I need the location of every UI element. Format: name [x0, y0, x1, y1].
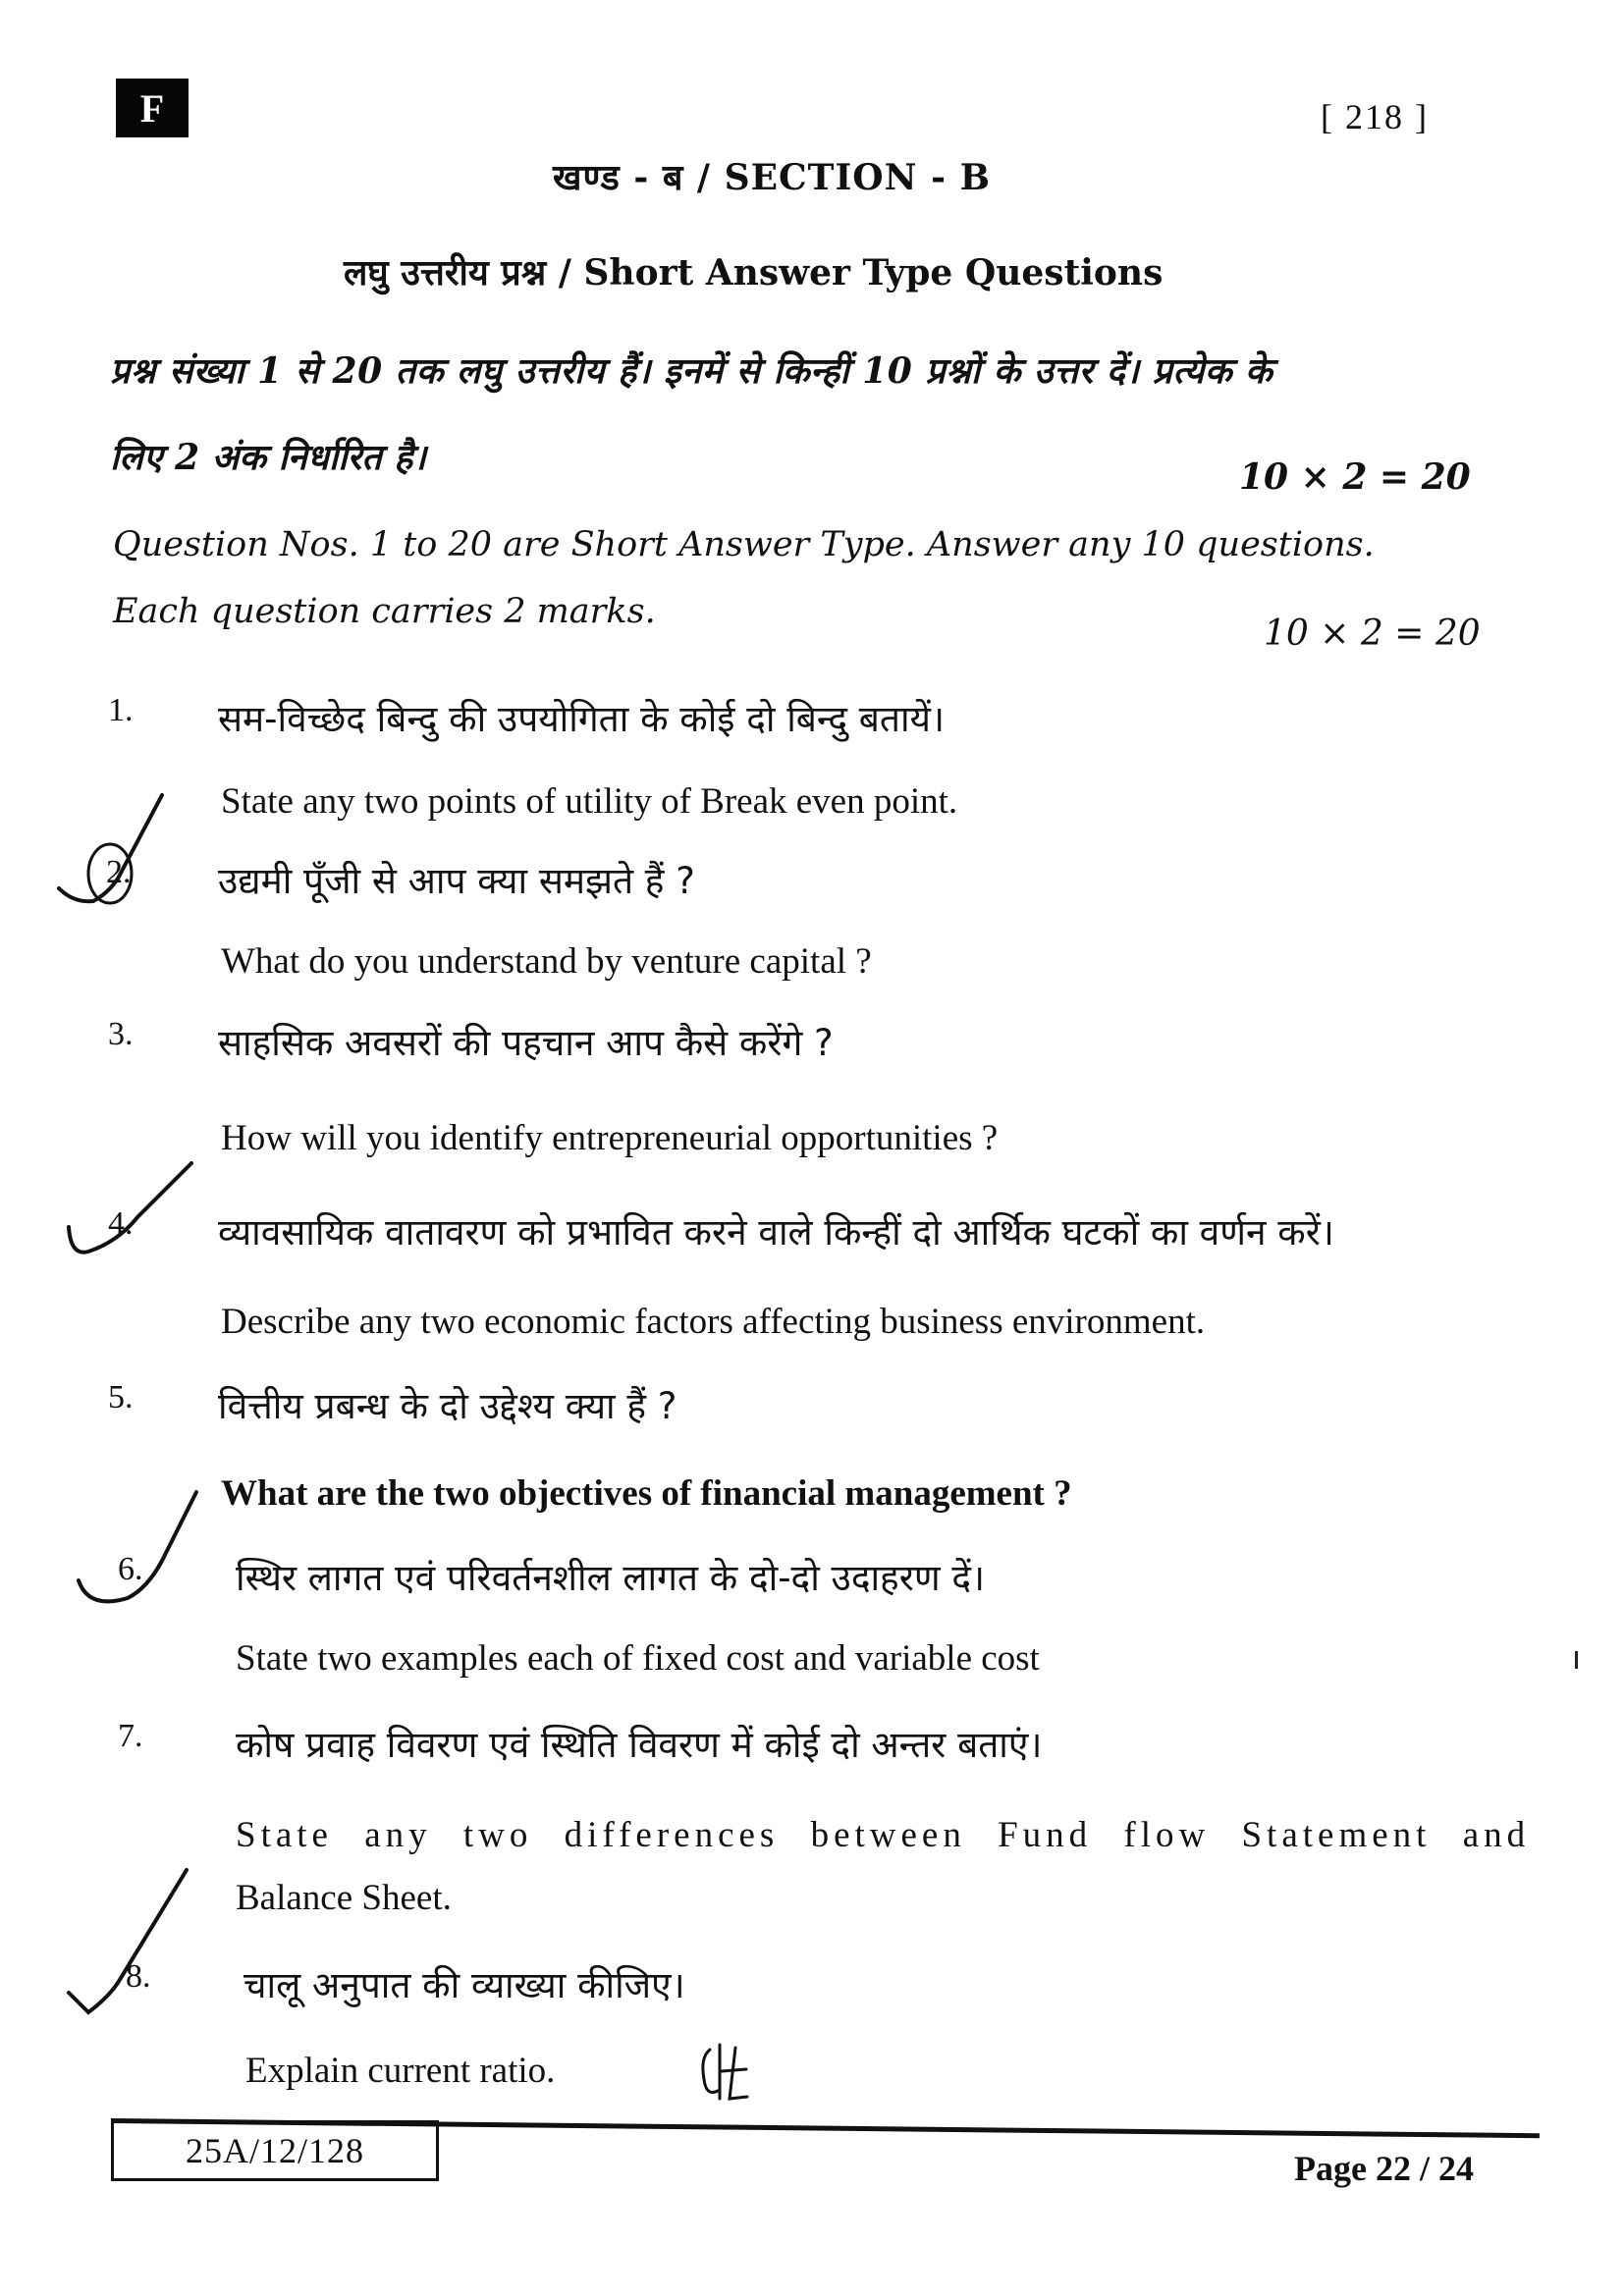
paper-code-box — [111, 2120, 439, 2181]
question-hindi: साहसिक अवसरों की पहचान आप कैसे करेंगे ? — [218, 1022, 834, 1064]
instruction-hindi-line1: प्रश्न संख्या 1 से 20 तक लघु उत्तरीय हैं। इनमें से किन्हीं 10 प्रश्नों के उत्तर दें। प्रत्येक के — [110, 350, 1273, 392]
question-hindi: चालू अनुपात की व्याख्या कीजिए। — [244, 1964, 685, 2006]
instruction-english-line2: Each question carries 2 marks. — [113, 592, 656, 631]
question-hindi: उद्यमी पूँजी से आप क्या समझते हैं ? — [218, 860, 695, 902]
stray-mark — [1575, 1651, 1578, 1669]
marks-english: 10 × 2 = 20 — [1264, 614, 1481, 654]
paper-code: 25A/12/128 — [185, 2131, 364, 2170]
check-mark-icon — [69, 1472, 206, 1610]
question-hindi: सम-विच्छेद बिन्दु की उपयोगिता के कोई दो बिन्दु बतायें। — [218, 698, 946, 740]
page-number: Page 22 / 24 — [1294, 2149, 1474, 2188]
question-english-line1: State any two differences between Fund flow Statement and — [236, 1815, 1531, 1855]
question-number: 3. — [108, 1016, 134, 1052]
set-label-badge — [116, 79, 189, 137]
question-number: 8. — [126, 1958, 151, 1995]
question-number: 1. — [108, 692, 134, 728]
question-hindi: वित्तीय प्रबन्ध के दो उद्देश्य क्या हैं ? — [218, 1385, 677, 1427]
page-code: [ 218 ] — [1321, 97, 1429, 136]
sub-title: लघु उत्तरीय प्रश्न / Short Answer Type Questions — [344, 252, 1164, 294]
question-english: Explain current ratio. — [245, 2051, 556, 2091]
question-number: 4. — [108, 1205, 134, 1242]
question-number: 2. — [106, 854, 132, 890]
question-english-line2: Balance Sheet. — [236, 1878, 452, 1918]
question-english: Describe any two economic factors affecting business environment. — [221, 1302, 1206, 1342]
circle-check-mark-icon — [49, 785, 187, 923]
question-english: What are the two objectives of financial management ? — [221, 1473, 1072, 1514]
question-hindi: स्थिर लागत एवं परिवर्तनशील लागत के दो-दो उदाहरण दें। — [236, 1557, 986, 1599]
marks-hindi: 10 × 2 = 20 — [1239, 456, 1471, 498]
question-english: State two examples each of fixed cost and variable cost — [236, 1638, 1040, 1679]
examiner-signature-icon — [692, 2040, 761, 2109]
question-english: What do you understand by venture capital ? — [221, 941, 872, 982]
question-number: 6. — [118, 1551, 143, 1587]
question-hindi: व्यावसायिक वातावरण को प्रभावित करने वाले किन्हीं दो आर्थिक घटकों का वर्णन करें। — [218, 1211, 1334, 1254]
check-mark-icon — [59, 1865, 206, 2022]
check-mark-icon — [59, 1158, 206, 1266]
question-hindi: कोष प्रवाह विवरण एवं स्थिति विवरण में कोई दो अन्तर बताएं। — [236, 1724, 1043, 1766]
instruction-english-line1: Question Nos. 1 to 20 are Short Answer Type. Answer any 10 questions. — [113, 525, 1375, 564]
question-number: 7. — [118, 1718, 143, 1754]
question-english: State any two points of utility of Break even point. — [221, 781, 958, 822]
question-english: How will you identify entrepreneurial opportunities ? — [221, 1118, 999, 1158]
set-label: F — [139, 85, 165, 131]
question-number: 5. — [108, 1379, 134, 1415]
instruction-hindi-line2: लिए 2 अंक निर्धारित है। — [110, 437, 427, 478]
section-title: खण्ड - ब / SECTION - B — [553, 157, 992, 198]
